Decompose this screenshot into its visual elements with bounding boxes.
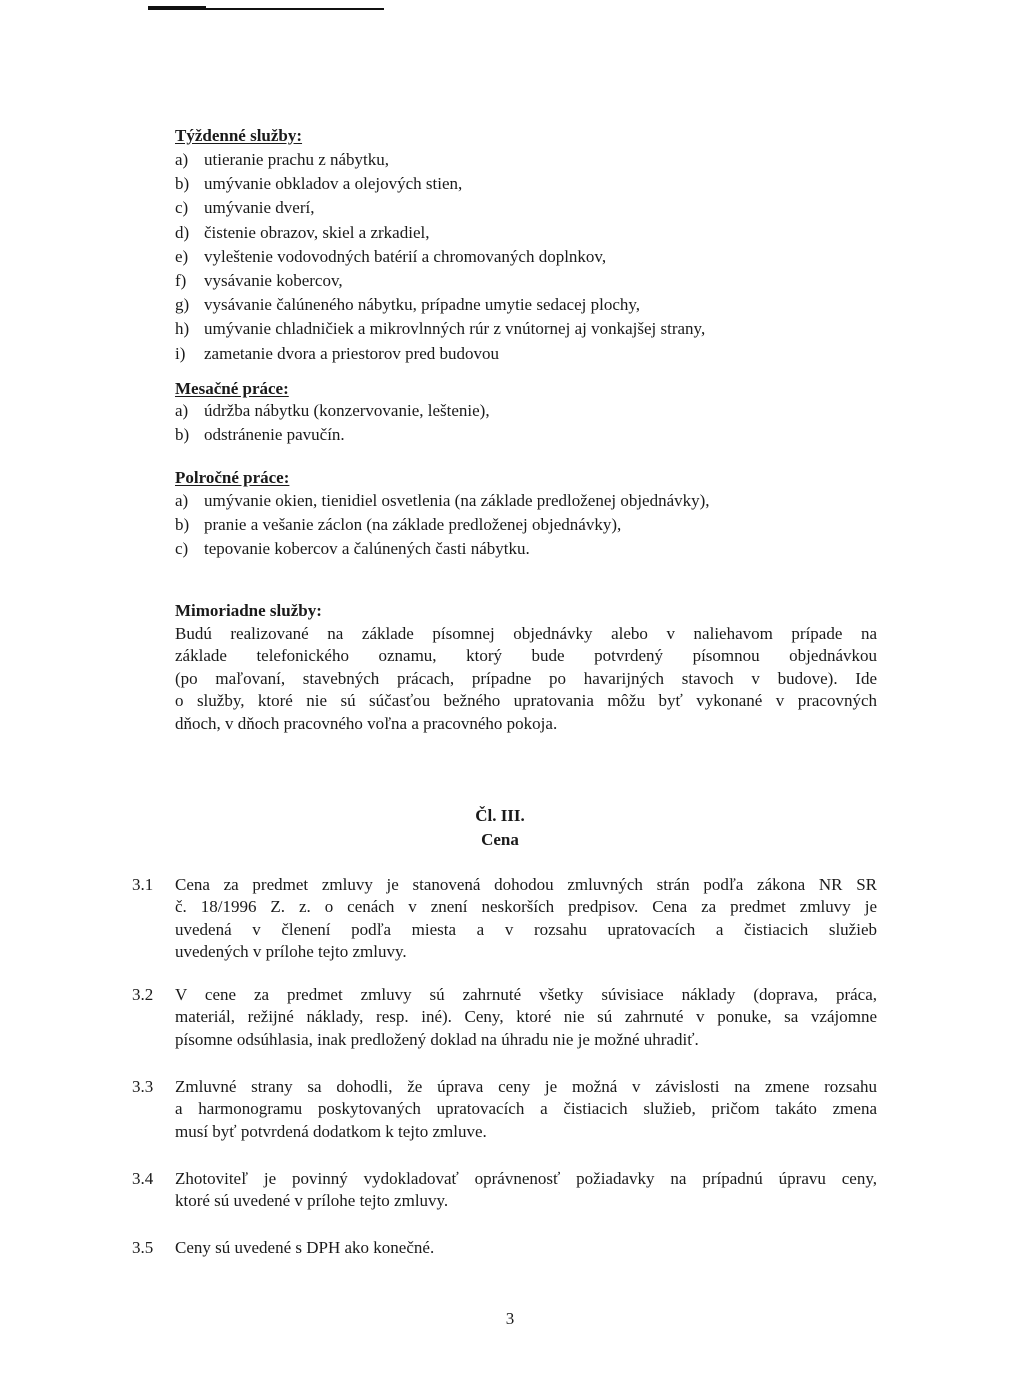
extraordinary-heading: Mimoriadne služby: (175, 601, 322, 620)
monthly-list (175, 400, 875, 448)
list-item: b) umývanie obkladov a olejových stien, (175, 174, 463, 194)
clause-3-3: Zmluvné strany sa dohodli, že úprava ceny je možná v závislosti na zmene rozsahu a harmonogramu poskytovaných upratovacích a čistiacich služieb, pričom takáto zmena musí byť potvrdená dodatkom k tejto zmluve. (175, 1077, 877, 1141)
semiannual-list (175, 490, 875, 563)
extraordinary-paragraph: Budú realizované na základe písomnej objednávky alebo v naliehavom prípade na základe telefonického oznamu, ktorý bude potvrdený písomnou objednávkou (po maľovaní, stavebných prácach, prípadne po havarijných stavoch v budove). Ide o služby, ktoré nie sú súčasťou bežného upratovania môžu byť vykonané v pracovných dňoch, v dňoch pracovného voľna a pracovného pokoja. (175, 624, 877, 733)
weekly-list (175, 149, 875, 367)
weekly-heading: Týždenné služby: (175, 126, 303, 145)
clause-3-4: Zhotoviteľ je povinný vydokladovať oprávnenosť požiadavky na prípadnú úpravu ceny, ktoré sú uvedené v prílohe tejto zmluvy. (175, 1169, 877, 1211)
list-item: b) odstránenie pavučín. (175, 425, 345, 445)
clause-3-2: V cene za predmet zmluvy sú zahrnuté všetky súvisiace náklady (doprava, práca, materiál, režijné náklady, resp. iné). Ceny, ktoré nie sú zahrnuté v ponuke, sa vzájomne písomne odsúhlasia, inak predložený doklad na úhradu nie je možné uhradiť. (175, 985, 877, 1049)
clause-number: 3.5 (132, 1238, 154, 1257)
monthly-heading: Mesačné práce: (175, 379, 289, 398)
list-item: b) pranie a vešanie záclon (na základe predloženej objednávky), (175, 515, 622, 535)
list-item: a) umývanie okien, tienidiel osvetlenia (na základe predloženej objednávky), (175, 491, 710, 510)
list-item: h) umývanie chladničiek a mikrovlnných rúr z vnútornej aj vonkajšej strany, (175, 319, 706, 339)
list-item: a) údržba nábytku (konzervovanie, leštenie), (175, 401, 490, 420)
list-item: c) tepovanie kobercov a čalúnených časti nábytku. (175, 539, 530, 559)
page-number: 3 (505, 1309, 515, 1328)
clause-3-5: Ceny sú uvedené s DPH ako konečné. (175, 1238, 435, 1257)
semiannual-heading: Polročné práce: (175, 468, 290, 487)
article-title: Cena (481, 830, 519, 849)
list-item: e) vyleštenie vodovodných batérií a chromovaných doplnkov, (175, 246, 607, 266)
list-item: i) zametanie dvora a priestorov pred budovou (175, 343, 500, 363)
list-item: a) utieranie prachu z nábytku, (175, 150, 390, 169)
list-item: f) vysávanie kobercov, (175, 270, 343, 290)
list-item: c) umývanie dverí, (175, 198, 315, 218)
clause-number: 3.4 (132, 1169, 154, 1188)
clause-3-1: Cena za predmet zmluvy je stanovená dohodou zmluvných strán podľa zákona NR SR č. 18/1996 Z. z. o cenách v znení neskorších predpisov. Cena za predmet zmluvy je uvedená v členení podľa miesta a v rozsahu upratovacích a čistiacich služieb uvedených v prílohe tejto zmluvy. (175, 875, 877, 962)
list-item: g) vysávanie čalúneného nábytku, prípadne umytie sedacej plochy, (175, 295, 641, 315)
clause-number: 3.3 (132, 1077, 154, 1096)
clause-number: 3.2 (132, 985, 154, 1004)
list-item: d) čistenie obrazov, skiel a zrkadiel, (175, 222, 430, 242)
clause-number: 3.1 (132, 875, 154, 894)
article-number: Čl. III. (475, 806, 525, 825)
top-rule (148, 8, 384, 10)
